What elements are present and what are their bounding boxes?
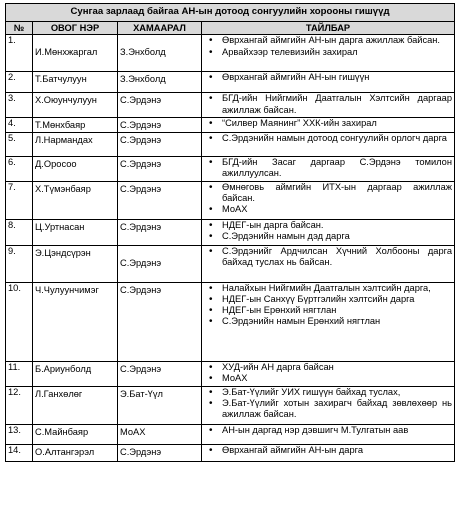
notes-list <box>204 246 452 268</box>
members-table <box>5 3 455 462</box>
note-item: • Арвайхээр телевизийн захирал <box>222 47 452 58</box>
table-title: Сунгаа зарлаад байгаа АН-ын дотоод сонгуулийн хорооны гишүүд <box>6 4 455 22</box>
row-number: 4. <box>6 118 33 132</box>
table-row <box>6 93 455 118</box>
note-item: • “Силвер Маянинг” ХХК-ийн захирал <box>222 118 452 129</box>
note-item: • Э.Бат-Үүлийг УИХ гишүүн байхад туслах, <box>222 387 452 398</box>
member-notes <box>202 245 455 282</box>
member-affiliation: З.Энхболд <box>118 72 202 93</box>
members-document <box>5 3 454 462</box>
table-row <box>6 219 455 245</box>
member-affiliation: МоАХ <box>118 424 202 444</box>
table-body <box>6 35 455 461</box>
notes-list <box>204 425 452 436</box>
row-number: 2. <box>6 72 33 93</box>
note-item: • БГД-ийн Нийгмийн Даатгалын Хэлтсийн даргаар ажиллаж байсан. <box>222 93 452 115</box>
column-header-affiliation: ХАМААРАЛ <box>118 22 202 35</box>
note-item: • НДЕГ-ын дарга байсан. <box>222 220 452 231</box>
note-item: • ХУД-ийн АН дарга байсан <box>222 362 452 373</box>
member-affiliation: З.Энхболд <box>118 35 202 72</box>
notes-list <box>204 362 452 384</box>
table-row <box>6 35 455 72</box>
member-affiliation: С.Эрдэнэ <box>118 282 202 361</box>
row-number: 7. <box>6 181 33 219</box>
table-row <box>6 424 455 444</box>
member-notes <box>202 132 455 156</box>
table-row <box>6 282 455 361</box>
member-name: О.Алтангэрэл <box>33 444 118 461</box>
member-name: Б.Ариунболд <box>33 361 118 386</box>
row-number: 9. <box>6 245 33 282</box>
member-affiliation: С.Эрдэнэ <box>118 181 202 219</box>
member-affiliation: С.Эрдэнэ <box>118 444 202 461</box>
table-row <box>6 132 455 156</box>
member-name: С.Майнбаяр <box>33 424 118 444</box>
member-notes <box>202 156 455 181</box>
member-affiliation: С.Эрдэнэ <box>118 361 202 386</box>
row-number: 11. <box>6 361 33 386</box>
member-affiliation: С.Эрдэнэ <box>118 245 202 282</box>
member-affiliation: С.Эрдэнэ <box>118 132 202 156</box>
row-number: 12. <box>6 386 33 424</box>
notes-list <box>204 133 452 144</box>
notes-list <box>204 220 452 242</box>
member-name: Д.Оросоо <box>33 156 118 181</box>
note-item: • БГД-ийн Засаг даргаар С.Эрдэнэ томилон ажиллуулсан. <box>222 157 452 179</box>
note-item: • С.Эрдэнийн намын дотоод сонгуулийн орлогч дарга <box>222 133 452 144</box>
notes-list <box>204 35 452 57</box>
notes-list <box>204 182 452 216</box>
row-number: 1. <box>6 35 33 72</box>
member-notes <box>202 424 455 444</box>
row-number: 3. <box>6 93 33 118</box>
member-notes <box>202 219 455 245</box>
member-notes <box>202 386 455 424</box>
member-notes <box>202 181 455 219</box>
member-name: Л.Ганхөлөг <box>33 386 118 424</box>
notes-list <box>204 387 452 421</box>
notes-list <box>204 445 452 456</box>
row-number: 5. <box>6 132 33 156</box>
member-notes <box>202 361 455 386</box>
member-affiliation: Э.Бат-Үүл <box>118 386 202 424</box>
member-affiliation: С.Эрдэнэ <box>118 118 202 132</box>
table-row <box>6 444 455 461</box>
member-name: Э.Цэндсүрэн <box>33 245 118 282</box>
table-row <box>6 118 455 132</box>
note-item: • Өмнөговь аймгийн ИТХ-ын даргаар ажиллаж байсан. <box>222 182 452 204</box>
table-row <box>6 181 455 219</box>
member-name: Х.Оюунчулуун <box>33 93 118 118</box>
row-number: 14. <box>6 444 33 461</box>
member-affiliation: С.Эрдэнэ <box>118 156 202 181</box>
member-name: Х.Түмэнбаяр <box>33 181 118 219</box>
title-row <box>6 4 455 22</box>
table-row <box>6 156 455 181</box>
note-item: • С.Эрдэнийн намын дэд дарга <box>222 231 452 242</box>
header-row <box>6 22 455 35</box>
note-item: • АН-ын даргад нэр дэвшигч М.Тулгатын аав <box>222 425 452 436</box>
note-item: • Налайхын Нийгмийн Даатгалын хэлтсийн дарга, <box>222 283 452 294</box>
notes-list <box>204 283 452 328</box>
note-item: • С.Эрдэнийг Ардчилсан Хүчний Холбооны дарга байхад туслах нь байсан. <box>222 246 452 268</box>
notes-list <box>204 93 452 115</box>
member-notes <box>202 35 455 72</box>
note-item: • Өврхангай аймгийн АН-ын дарга ажиллаж байсан. <box>222 35 452 46</box>
row-number: 13. <box>6 424 33 444</box>
member-notes <box>202 72 455 93</box>
member-notes <box>202 444 455 461</box>
notes-list <box>204 118 452 129</box>
member-affiliation: С.Эрдэнэ <box>118 219 202 245</box>
note-item: • НДЕГ-ын Ерөнхий нягтлан <box>222 305 452 316</box>
member-name: Т.Батчулуун <box>33 72 118 93</box>
table-row <box>6 245 455 282</box>
note-item: • С.Эрдэнийн намын Ерөнхий нягтлан <box>222 316 452 327</box>
row-number: 6. <box>6 156 33 181</box>
member-notes <box>202 118 455 132</box>
column-header-notes: ТАЙЛБАР <box>202 22 455 35</box>
member-name: Т.Мөнхбаяр <box>33 118 118 132</box>
member-name: Ч.Чулуунчимэг <box>33 282 118 361</box>
note-item: • Өврхангай аймгийн АН-ын гишүүн <box>222 72 452 83</box>
note-item: • МоАХ <box>222 204 452 215</box>
member-affiliation: С.Эрдэнэ <box>118 93 202 118</box>
note-item: • НДЕГ-ын Санхүү Бүртгэлийн хэлтсийн дарга <box>222 294 452 305</box>
note-item: • Өврхангай аймгийн АН-ын дарга <box>222 445 452 456</box>
table-row <box>6 386 455 424</box>
table-row <box>6 361 455 386</box>
note-item: • Э.Бат-Үүлийг хотын захирагч байхад зөвлөхөөр нь ажиллаж байсан. <box>222 398 452 420</box>
table-row <box>6 72 455 93</box>
column-header-name: ОВОГ НЭР <box>33 22 118 35</box>
member-name: Ц.Уртнасан <box>33 219 118 245</box>
notes-list <box>204 72 452 83</box>
member-name: И.Мөнхжаргал <box>33 35 118 72</box>
note-item: • МоАХ <box>222 373 452 384</box>
member-notes <box>202 282 455 361</box>
column-header-number: № <box>6 22 33 35</box>
member-notes <box>202 93 455 118</box>
member-name: Л.Нармандах <box>33 132 118 156</box>
row-number: 8. <box>6 219 33 245</box>
row-number: 10. <box>6 282 33 361</box>
notes-list <box>204 157 452 179</box>
